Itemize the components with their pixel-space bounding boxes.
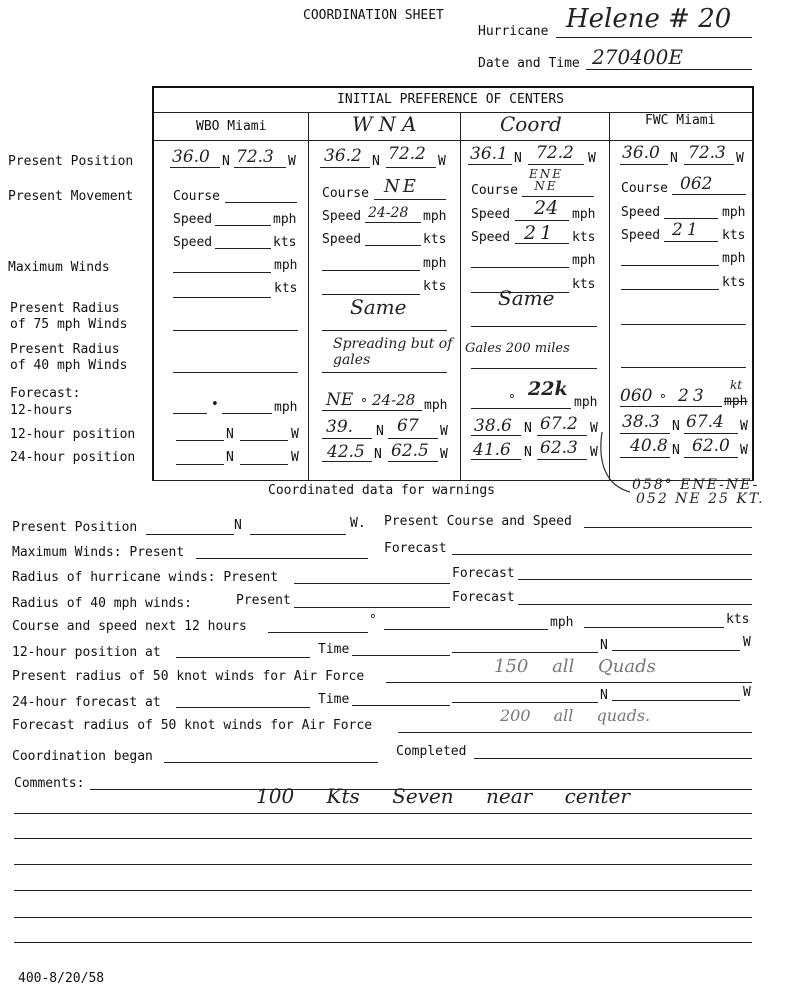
coord-speed-mph-value: 24 <box>534 197 559 219</box>
wbo-speed-kts-unit: kts <box>273 235 297 250</box>
coord-pos24-lat-line <box>471 459 521 460</box>
cd-radius40-present-label: Present <box>236 593 291 608</box>
row-label-radius40-line1: Present Radius <box>10 342 120 357</box>
coord-pos12-lat-line <box>471 435 521 436</box>
fwc-pp-lon-line <box>684 164 734 165</box>
wbo-present-lat: 36.0 <box>172 147 210 167</box>
cd-present-lat-field[interactable] <box>146 534 234 535</box>
wbo-pos24-n: N <box>226 450 234 465</box>
wbo-course-label: Course <box>173 189 220 204</box>
wbo-pos12-w: W <box>291 427 299 442</box>
wna-pos12-w: W <box>440 424 448 439</box>
cd-speed-12-mph-field[interactable] <box>384 629 548 630</box>
fwc-course-value: 062 <box>680 174 713 194</box>
datetime-line <box>586 69 752 70</box>
wna-course-label: Course <box>322 186 369 201</box>
cd-comments-line-5[interactable] <box>14 890 752 891</box>
cd-max-winds-forecast-label: Forecast <box>384 541 447 556</box>
coord-maxwind-kts-unit: kts <box>572 277 596 292</box>
coord-pos12-lon: 67.2 <box>540 414 578 434</box>
cd-coord-began-field[interactable] <box>164 762 378 763</box>
wbo-maxwind-kts-unit: kts <box>274 281 298 296</box>
coord-present-lat: 36.1 <box>470 144 508 164</box>
column-divider-2 <box>460 112 461 480</box>
margin-note-line1: 058° ENE-NE- <box>632 477 760 493</box>
cd-radius-hurricane-field[interactable] <box>294 583 450 584</box>
cd-pos12-n: N <box>600 638 608 653</box>
coord-maxwind-mph-line <box>471 267 569 268</box>
cd-radius50-forecast-value: 200 all quads. <box>500 706 651 725</box>
table-title: INITIAL PREFERENCE OF CENTERS <box>337 92 564 107</box>
cd-present-w: W. <box>350 516 366 531</box>
coord-course-label: Course <box>471 183 518 198</box>
wna-radius75-line <box>322 330 447 331</box>
wbo-speed-mph-line <box>215 225 271 226</box>
fwc-present-n: N <box>670 151 678 166</box>
wbo-course-line <box>225 202 297 203</box>
wna-course-line <box>374 199 446 200</box>
datetime-value: 270400E <box>592 45 683 69</box>
wna-pos24-w: W <box>440 447 448 462</box>
fwc-pos12-n: N <box>672 419 680 434</box>
cd-comments-value: 100 Kts Seven near center <box>256 784 630 808</box>
fwc-maxwind-kts-line <box>621 289 719 290</box>
cd-pos12-time-field[interactable] <box>352 655 450 656</box>
wna-maxwind-mph-unit: mph <box>423 256 447 271</box>
coord-pos24-lat: 41.6 <box>473 440 511 460</box>
row-label-24-hour-position: 24-hour position <box>10 450 136 465</box>
cd-course-12-field[interactable] <box>268 632 368 633</box>
wna-pos24-n: N <box>374 447 382 462</box>
coord-pos24-lon-line <box>537 459 587 460</box>
fwc-course-label: Course <box>621 181 668 196</box>
wna-pos12-lon: 67 <box>397 416 419 436</box>
fwc-pos24-w: W <box>740 443 748 458</box>
cd-radius40-field[interactable] <box>294 607 450 608</box>
cd-forecast24-label: 24-hour forecast at <box>12 695 161 710</box>
row-label-present-movement: Present Movement <box>8 189 134 204</box>
row-label-radius75-line1: Present Radius <box>10 301 120 316</box>
cd-completed-field[interactable] <box>474 758 752 759</box>
coord-maxwind-mph-unit: mph <box>572 253 596 268</box>
column-divider-3 <box>609 112 610 480</box>
wbo-pos12-lat-line <box>176 440 224 441</box>
fwc-pos12-lon-line <box>684 433 738 434</box>
cd-radius50-present-value: 150 all Quads <box>494 656 656 677</box>
cd-comments-line-3[interactable] <box>14 838 752 839</box>
fwc-fc12-dir: 060 <box>620 386 653 406</box>
wna-speed-kts-label: Speed <box>322 232 362 247</box>
cd-comments-line-2[interactable] <box>14 813 752 814</box>
table-top-border <box>152 86 754 88</box>
cd-pos12-time-label: Time <box>318 642 350 657</box>
wna-fc12-spd: 24-28 <box>372 391 416 409</box>
wna-pos12-lon-line <box>388 438 438 439</box>
fwc-present-lon: 72.3 <box>688 143 726 163</box>
wna-present-lon: 72.2 <box>388 144 426 164</box>
wna-pos24-lat: 42.5 <box>327 442 365 462</box>
cd-comments-line-7[interactable] <box>14 942 752 943</box>
wbo-pos24-w: W <box>291 450 299 465</box>
wbo-radius40-line <box>173 372 298 373</box>
coord-speed-kts-unit: kts <box>572 230 596 245</box>
fwc-pos12-lat: 38.3 <box>622 412 660 432</box>
coord-radius40-line <box>471 368 597 369</box>
wna-radius75-value: Same <box>350 295 407 319</box>
cd-radius40-label: Radius of 40 mph winds: <box>12 596 193 611</box>
coord-speed-mph-line <box>515 220 569 221</box>
wbo-pos12-lon-line <box>240 440 288 441</box>
wna-pos24-lat-line <box>322 461 372 462</box>
cd-comments-line-6[interactable] <box>14 917 752 918</box>
wbo-maxwind-mph-line <box>173 272 271 273</box>
cd-pos12-label: 12-hour position at <box>12 645 161 660</box>
cd-present-position-label: Present Position <box>12 520 138 535</box>
row-label-12-hour-position: 12-hour position <box>10 427 136 442</box>
margin-note-arrow <box>596 430 636 500</box>
fwc-fc12-line <box>620 406 722 407</box>
coord-speed-mph-label: Speed <box>471 207 511 222</box>
cd-forecast24-at-field[interactable] <box>176 707 310 708</box>
fwc-pos12-w: W <box>740 419 748 434</box>
hurricane-value: Helene # 20 <box>566 4 732 34</box>
cd-pos12-lat-field[interactable] <box>452 652 598 653</box>
cd-radius40-forecast-label: Forecast <box>452 590 515 605</box>
cd-speed-12-kts-field[interactable] <box>584 627 724 628</box>
fwc-speed-kts-value: 21 <box>672 220 702 240</box>
wbo-radius75-line <box>173 330 298 331</box>
wna-radius40-line <box>322 372 447 373</box>
wbo-pos24-lat-line <box>176 464 224 465</box>
fwc-present-lat: 36.0 <box>622 143 660 163</box>
cd-course-12-degree: ° <box>369 613 377 628</box>
column-header-wbo-miami: WBO Miami <box>196 119 267 134</box>
fwc-maxwind-mph-line <box>621 265 719 266</box>
wna-present-lat: 36.2 <box>324 146 362 166</box>
wbo-speed-kts-label: Speed <box>173 235 213 250</box>
row-label-12-hours: 12-hours <box>10 403 73 418</box>
fwc-pos24-lon: 62.0 <box>692 436 730 456</box>
fwc-radius40-line <box>621 367 746 368</box>
coord-fc12-line <box>471 408 571 409</box>
cd-present-lon-field[interactable] <box>250 534 346 535</box>
wna-fc12-dir: NE <box>326 390 354 410</box>
cd-radius40-forecast-field[interactable] <box>518 604 752 605</box>
coord-speed-kts-line <box>515 243 569 244</box>
column-header-coord: Coord <box>500 112 562 136</box>
fwc-pos24-lon-line <box>684 457 738 458</box>
wbo-present-lon: 72.3 <box>236 147 274 167</box>
fwc-radius75-line <box>621 324 746 325</box>
cd-forecast24-lon-field[interactable] <box>612 700 740 701</box>
cd-coord-began-label: Coordination began <box>12 749 153 764</box>
wna-radius40-value: Spreading but of gales <box>333 336 453 368</box>
coord-fc12-mph-unit: mph <box>574 395 598 410</box>
fwc-fc12-degree: ° <box>659 393 667 408</box>
row-label-radius75-line2: of 75 mph Winds <box>10 317 128 332</box>
coord-radius75-line <box>471 326 597 327</box>
fwc-speed-kts-label: Speed <box>621 228 661 243</box>
cd-pos12-lon-field[interactable] <box>612 650 740 651</box>
cd-radius50-present-field[interactable] <box>386 682 752 683</box>
coord-pos24-w: W <box>590 445 598 460</box>
cd-speed-12-kts-unit: kts <box>726 612 750 627</box>
sheet-title: COORDINATION SHEET <box>303 8 444 23</box>
wna-pos24-lon-line <box>388 461 438 462</box>
column-divider-1 <box>308 112 309 480</box>
cd-forecast24-time-field[interactable] <box>352 705 450 706</box>
coord-speed-kts-value: 21 <box>524 222 557 244</box>
cd-radius50-forecast-field[interactable] <box>398 732 752 733</box>
coord-course-line <box>522 196 594 197</box>
coord-pos12-n: N <box>524 421 532 436</box>
cd-forecast24-lat-field[interactable] <box>452 702 598 703</box>
wna-fc12-degree: ° <box>360 397 368 412</box>
cd-max-winds-forecast-field[interactable] <box>452 554 752 555</box>
table-left-border <box>152 86 154 480</box>
cd-pos12-w: W <box>743 635 751 650</box>
coord-present-n: N <box>514 151 522 166</box>
hurricane-label: Hurricane <box>478 24 549 39</box>
coord-speed-mph-unit: mph <box>572 207 596 222</box>
coord-present-lon: 72.2 <box>536 143 574 163</box>
wbo-pp-lon-line <box>234 167 286 168</box>
wna-present-n: N <box>372 154 380 169</box>
wna-fc12-line <box>322 410 422 411</box>
wna-pos12-lat-line <box>322 438 372 439</box>
cd-present-course-speed-field[interactable] <box>584 527 752 528</box>
cd-radius50-present-label: Present radius of 50 knot winds for Air Force <box>12 669 365 684</box>
cd-comments-label: Comments: <box>14 776 85 791</box>
wbo-fc12-spd-line <box>222 413 272 414</box>
wbo-pos12-n: N <box>226 427 234 442</box>
cd-max-winds-label: Maximum Winds: Present <box>12 545 185 560</box>
datetime-label: Date and Time <box>478 56 580 71</box>
wna-maxwind-mph-line <box>322 270 420 271</box>
column-header-wna: WNA <box>352 112 423 136</box>
fwc-speed-mph-line <box>664 218 718 219</box>
fwc-maxwind-kts-unit: kts <box>722 275 746 290</box>
coord-pos12-lat: 38.6 <box>474 416 512 436</box>
wbo-maxwind-mph-unit: mph <box>274 258 298 273</box>
column-header-fwc-miami: FWC Miami <box>645 113 716 128</box>
wbo-pp-lat-line <box>170 167 220 168</box>
cd-pos12-at-field[interactable] <box>176 657 310 658</box>
fwc-fc12-extra: kt <box>730 378 743 392</box>
fwc-speed-kts-line <box>664 241 718 242</box>
form-id: 400-8/20/58 <box>18 971 105 986</box>
cd-radius-hurricane-label: Radius of hurricane winds: Present <box>12 570 279 585</box>
wna-pp-lat-line <box>320 167 370 168</box>
coord-pos24-lon: 62.3 <box>540 438 578 458</box>
row-label-present-position: Present Position <box>8 154 134 169</box>
column-header-divider <box>152 140 754 141</box>
wbo-speed-mph-unit: mph <box>273 212 297 227</box>
cd-completed-label: Completed <box>396 744 467 759</box>
wbo-pos24-lon-line <box>240 464 288 465</box>
coordinated-data-title: Coordinated data for warnings <box>268 483 495 498</box>
wbo-fc12-degree: • <box>211 397 219 412</box>
wna-speed-mph-line <box>365 222 421 223</box>
wbo-present-n: N <box>222 154 230 169</box>
table-right-border <box>752 86 754 480</box>
coord-pos12-lon-line <box>537 435 587 436</box>
coord-fc12-spd: 22k <box>528 378 568 400</box>
wna-speed-mph-value: 24-28 <box>368 205 409 221</box>
cd-speed-12-mph-unit: mph <box>550 615 574 630</box>
margin-note-line2: 052 NE 25 KT. <box>636 491 765 507</box>
wna-pos24-lon: 62.5 <box>391 441 429 461</box>
cd-present-n: N <box>234 518 242 533</box>
wbo-speed-kts-line <box>215 248 271 249</box>
fwc-present-w: W <box>736 151 744 166</box>
fwc-pos12-lon: 67.4 <box>686 412 724 432</box>
wna-present-w: W <box>438 154 446 169</box>
wna-pos12-lat: 39. <box>326 417 354 437</box>
fwc-course-line <box>672 194 746 195</box>
fwc-fc12-mph-unit: mph <box>724 394 748 409</box>
cd-forecast24-time-label: Time <box>318 692 350 707</box>
row-label-maximum-winds: Maximum Winds <box>8 260 110 275</box>
fwc-pos24-n: N <box>672 443 680 458</box>
coord-course-value: ENE NE <box>528 167 564 193</box>
cd-forecast24-w: W <box>743 685 751 700</box>
fwc-fc12-spd: 23 <box>678 386 708 406</box>
coord-pp-lat-line <box>468 164 512 165</box>
cd-radius-hurricane-forecast-label: Forecast <box>452 566 515 581</box>
wna-pos12-n: N <box>376 424 384 439</box>
wbo-fc12-mph-unit: mph <box>274 400 298 415</box>
cd-forecast24-n: N <box>600 688 608 703</box>
wbo-present-w: W <box>288 154 296 169</box>
coord-fc12-degree: ° <box>508 393 516 408</box>
wna-course-value: NE <box>384 176 419 197</box>
fwc-pp-lat-line <box>620 164 668 165</box>
cd-present-course-speed-label: Present Course and Speed <box>384 514 572 529</box>
coord-pos24-n: N <box>524 445 532 460</box>
wna-speed-mph-unit: mph <box>423 209 447 224</box>
row-label-forecast: Forecast: <box>10 386 81 401</box>
fwc-speed-mph-label: Speed <box>621 205 661 220</box>
wbo-maxwind-kts-line <box>173 297 271 298</box>
fwc-maxwind-mph-unit: mph <box>722 251 746 266</box>
wna-speed-kts-line <box>365 245 421 246</box>
wna-speed-kts-unit: kts <box>423 232 447 247</box>
wna-fc12-mph-unit: mph <box>424 398 448 413</box>
cd-radius-hurricane-forecast-field[interactable] <box>518 579 752 580</box>
wbo-speed-mph-label: Speed <box>173 212 213 227</box>
wna-pp-lon-line <box>386 167 436 168</box>
wbo-fc12-dir-line <box>173 413 207 414</box>
fwc-speed-kts-unit: kts <box>722 228 746 243</box>
hurricane-line <box>556 37 752 38</box>
coord-pos12-w: W <box>590 421 598 436</box>
cd-course-speed-12-label: Course and speed next 12 hours <box>12 619 247 634</box>
wna-speed-mph-label: Speed <box>322 209 362 224</box>
wna-maxwind-kts-unit: kts <box>423 279 447 294</box>
cd-radius50-forecast-label: Forecast radius of 50 knot winds for Air Force <box>12 718 373 733</box>
coord-speed-kts-label: Speed <box>471 230 511 245</box>
coord-pp-lon-line <box>528 164 584 165</box>
fwc-speed-mph-unit: mph <box>722 205 746 220</box>
row-label-radius40-line2: of 40 mph Winds <box>10 358 128 373</box>
cd-max-winds-field[interactable] <box>196 558 368 559</box>
cd-comments-line-4[interactable] <box>14 864 752 865</box>
fwc-pos24-lat: 40.8 <box>630 436 668 456</box>
coord-present-w: W <box>588 151 596 166</box>
coord-radius75-value: Same <box>498 286 555 310</box>
coord-radius40-value: Gales 200 miles <box>465 341 570 356</box>
